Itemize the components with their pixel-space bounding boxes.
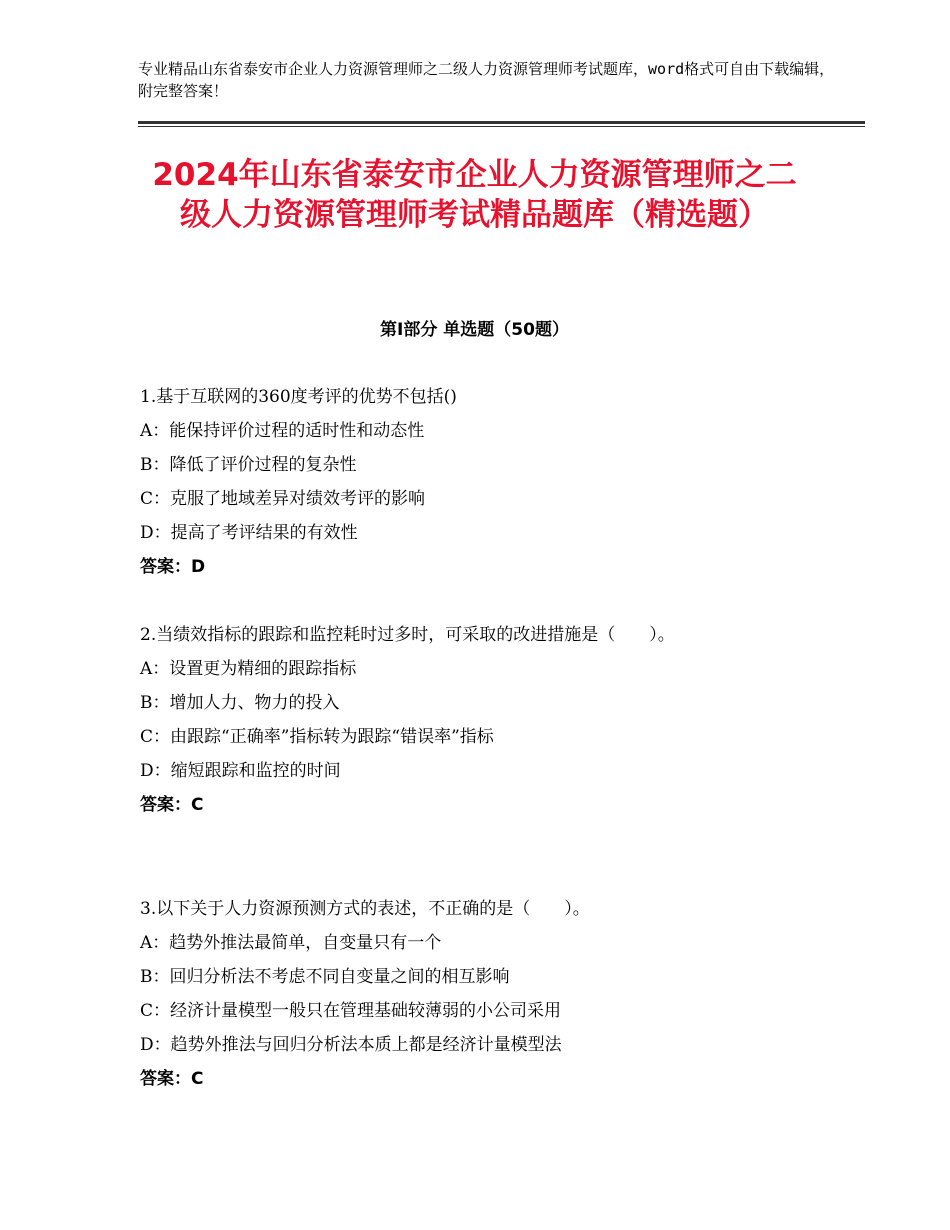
section-title: 第Ⅰ部分 单选题（50题） [380, 320, 569, 340]
question-stem: 2.当绩效指标的跟踪和监控耗时过多时，可采取的改进措施是（ ）。 [140, 625, 675, 645]
option-a: A：趋势外推法最简单，自变量只有一个 [140, 933, 442, 953]
header-rule [138, 121, 865, 124]
option-d: D：提高了考评结果的有效性 [140, 523, 358, 543]
option-b: B：回归分析法不考虑不同自变量之间的相互影响 [140, 967, 510, 987]
header-note: 专业精品山东省泰安市企业人力资源管理师之二级人力资源管理师考试题库，word格式可自由下载编辑，附完整答案！ [138, 60, 835, 100]
document-title: 2024年山东省泰安市企业人力资源管理师之二级人力资源管理师考试精品题库（精选题） [152, 157, 797, 233]
question-1 [140, 380, 820, 584]
question-stem: 1.基于互联网的360度考评的优势不包括() [140, 387, 457, 407]
header-rule-thin [138, 126, 865, 127]
answer: 答案：D [140, 557, 206, 577]
question-3 [140, 892, 820, 1096]
option-c: C：克服了地域差异对绩效考评的影响 [140, 489, 426, 509]
option-b: B：增加人力、物力的投入 [140, 693, 340, 713]
option-d: D：缩短跟踪和监控的时间 [140, 761, 341, 781]
question-2 [140, 618, 820, 822]
option-d: D：趋势外推法与回归分析法本质上都是经济计量模型法 [140, 1035, 562, 1055]
option-c: C：由跟踪“正确率”指标转为跟踪“错误率”指标 [140, 727, 494, 747]
option-b: B：降低了评价过程的复杂性 [140, 455, 357, 475]
answer: 答案：C [140, 1069, 204, 1089]
option-a: A：设置更为精细的跟踪指标 [140, 659, 357, 679]
answer: 答案：C [140, 795, 204, 815]
option-a: A：能保持评价过程的适时性和动态性 [140, 421, 425, 441]
option-c: C：经济计量模型一般只在管理基础较薄弱的小公司采用 [140, 1001, 562, 1021]
question-stem: 3.以下关于人力资源预测方式的表述，不正确的是（ ）。 [140, 899, 590, 919]
